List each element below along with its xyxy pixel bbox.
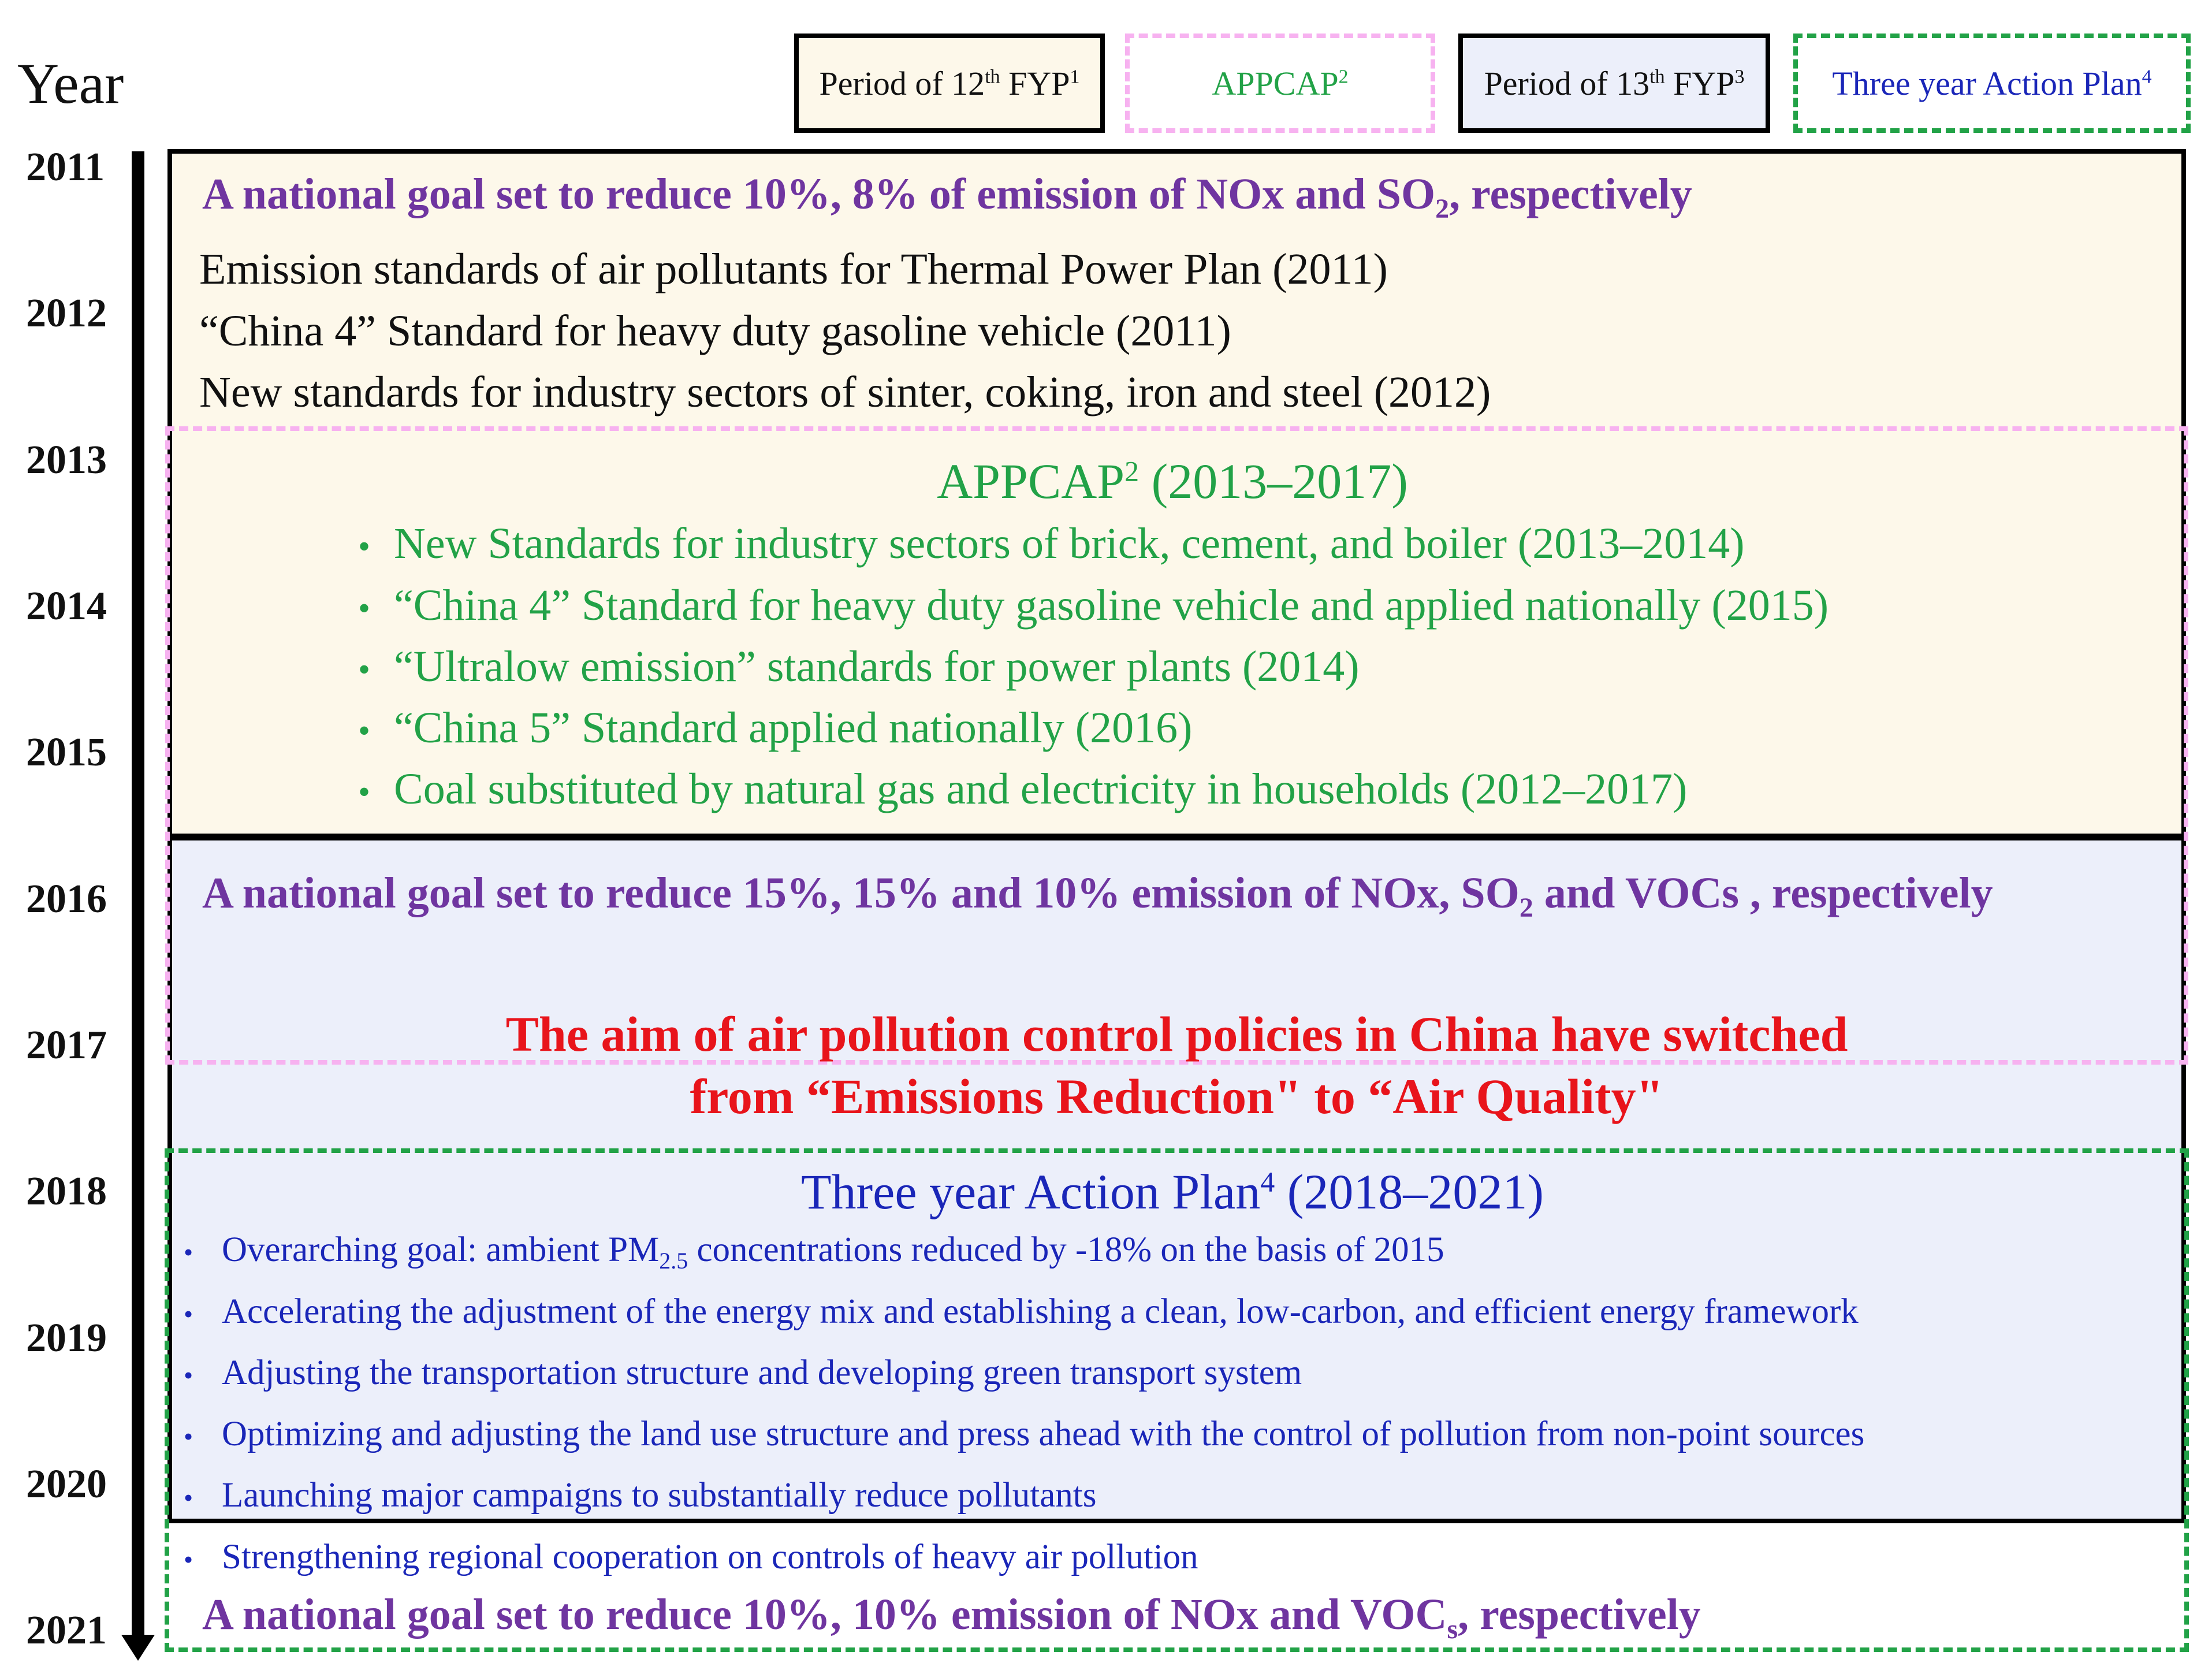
fyp12-item: New standards for industry sectors of sinter, coking, iron and steel (2012) (199, 368, 1491, 416)
bullet-icon: • (184, 1483, 193, 1512)
year-tick-2021: 2021 (26, 1608, 107, 1653)
legend-13th-fyp (1458, 34, 1770, 133)
fyp12-item: Emission standards of air pollutants for Thermal Power Plan (2011) (199, 245, 1388, 293)
tyap-item: • Optimizing and adjusting the land use structure and press ahead with the control of pollution from non-point sources (184, 1415, 1865, 1453)
bullet-icon: • (184, 1545, 193, 1574)
bullet-icon: • (358, 712, 371, 750)
goal-12th-fyp: A national goal set to reduce 10%, 8% of emission of NOx and $SO_2$, respectively (202, 170, 1692, 225)
legend-appcap (1125, 34, 1435, 133)
legend-three-year-action-plan-label: Three year Action Plan$^4$ (1832, 64, 2152, 102)
year-tick-2017: 2017 (26, 1023, 107, 1068)
appcap-item: • “China 5” Standard applied nationally (2016) (358, 704, 1193, 752)
legend-three-year-action-plan (1793, 34, 2191, 133)
fyp12-item: “China 4” Standard for heavy duty gasoline vehicle (2011) (199, 307, 1231, 355)
legend-13th-fyp-label: Period of 13th FYP$^3$ (1484, 64, 1745, 102)
bullet-icon: • (184, 1422, 193, 1451)
bullet-icon: • (358, 589, 371, 627)
goal-three-year-action-plan: A national goal set to reduce 10%, 10% emission of NOx and $VOC_s$, respectively (202, 1590, 1701, 1645)
timeline-arrow-icon (121, 1635, 155, 1661)
appcap-heading: APPCAP$^2$ (2013–2017) (937, 453, 1408, 509)
year-axis-title: Year (17, 51, 124, 116)
bullet-icon: • (184, 1299, 193, 1329)
year-tick-2018: 2018 (26, 1169, 107, 1214)
timeline-axis-line (132, 151, 144, 1636)
year-tick-2016: 2016 (26, 877, 107, 921)
year-tick-2013: 2013 (26, 438, 107, 482)
bullet-icon: • (184, 1360, 193, 1390)
tyap-item: • Overarching goal: ambient $PM_{2.5}$ concentrations reduced by -18% on the basis of 2015 (184, 1230, 1444, 1274)
tyap-item: • Accelerating the adjustment of the energy mix and establishing a clean, low-carbon, and efficient energy framework (184, 1292, 1859, 1331)
tyap-item: • Launching major campaigns to substantially reduce pollutants (184, 1476, 1097, 1515)
year-tick-2020: 2020 (26, 1462, 107, 1507)
panel-three-year-action-plan (165, 1148, 2189, 1652)
appcap-item: • New Standards for industry sectors of brick, cement, and boiler (2013–2014) (358, 519, 1745, 568)
three-year-action-plan-heading: Three year Action Plan$^4$ (2018–2021) (801, 1164, 1544, 1219)
year-tick-2019: 2019 (26, 1316, 107, 1360)
legend-12th-fyp (794, 34, 1105, 133)
tyap-item: • Adjusting the transportation structure and developing green transport system (184, 1353, 1302, 1392)
bullet-icon: • (358, 527, 371, 566)
tyap-item: • Strengthening regional cooperation on controls of heavy air pollution (184, 1538, 1198, 1576)
goal-13th-fyp: A national goal set to reduce 15%, 15% and 10% emission of NOx, $SO_2$ and VOCs , respectively (202, 869, 1993, 924)
year-tick-2014: 2014 (26, 584, 107, 628)
policy-shift-highlight-line-2: from “Emissions Reduction" to “Air Quality" (690, 1069, 1664, 1124)
bullet-icon: • (358, 650, 371, 689)
appcap-item: • “China 4” Standard for heavy duty gasoline vehicle and applied nationally (2015) (358, 581, 1829, 630)
year-tick-2015: 2015 (26, 730, 107, 775)
appcap-item: • Coal substituted by natural gas and electricity in households (2012–2017) (358, 765, 1688, 813)
legend-appcap-label: APPCAP$^2$ (1212, 64, 1349, 102)
bullet-icon: • (184, 1237, 193, 1267)
year-tick-2012: 2012 (26, 291, 107, 336)
bullet-icon: • (358, 773, 371, 811)
appcap-item: • “Ultralow emission” standards for power plants (2014) (358, 642, 1360, 691)
policy-shift-highlight-line-1: The aim of air pollution control policies in China have switched (505, 1006, 1848, 1062)
legend-12th-fyp-label: Period of 12th FYP$^1$ (819, 64, 1080, 102)
year-tick-2011: 2011 (26, 145, 105, 189)
